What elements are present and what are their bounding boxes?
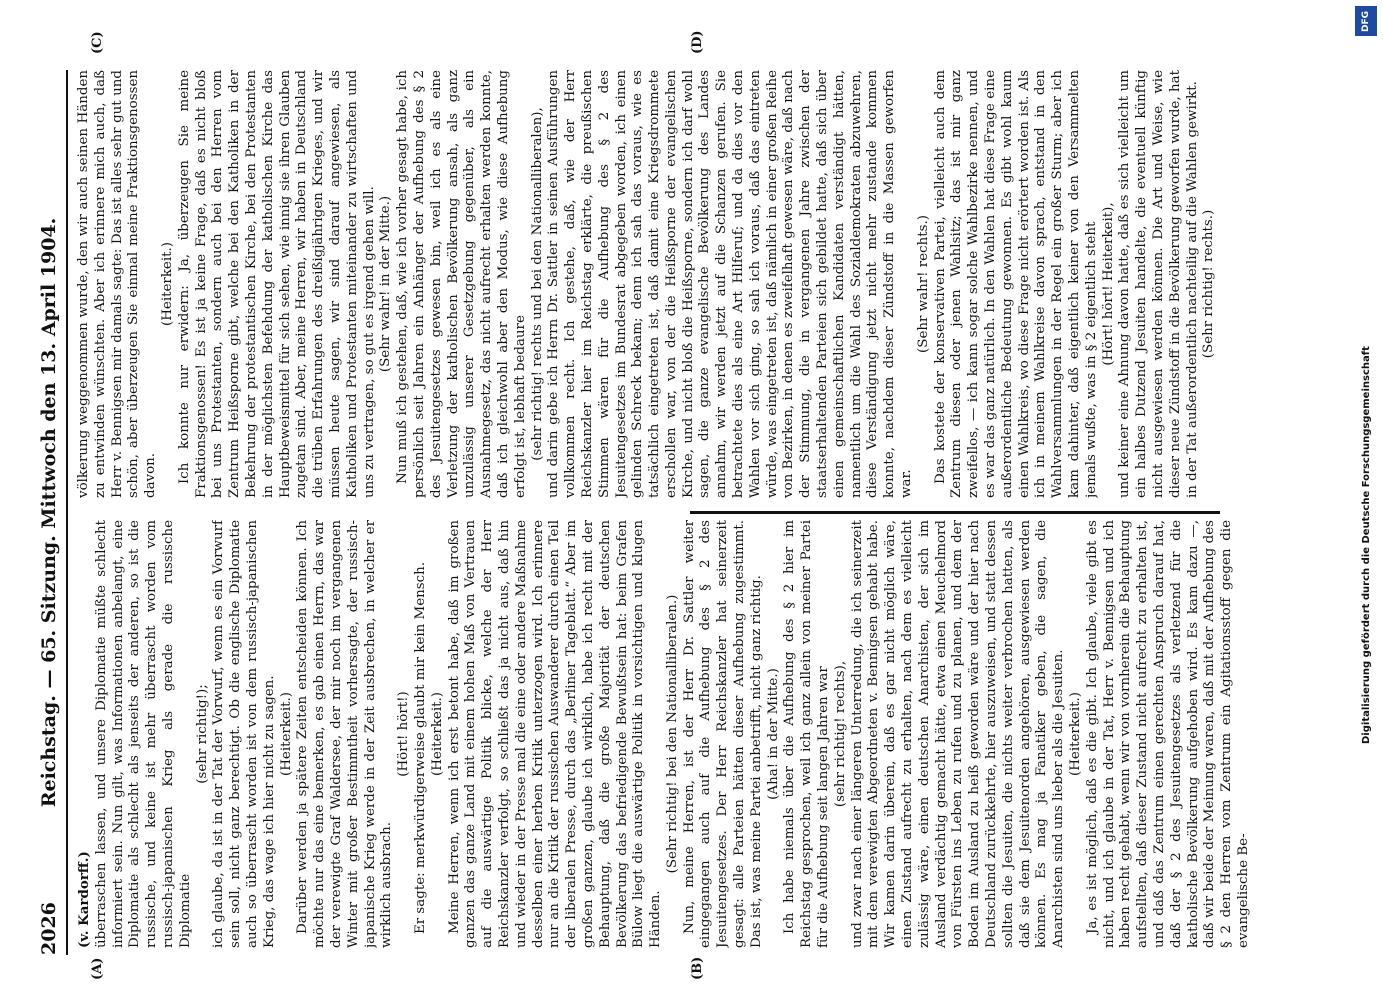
paragraph: Er sagte: merkwürdigerweise glaubt mir kein Mensch.	[412, 561, 428, 934]
interjection: (Sehr richtig! bei den Nationalliberalen.)	[664, 594, 680, 874]
header-rule	[66, 70, 68, 955]
interjection: (Aha! in der Mitte.)	[765, 668, 781, 800]
paragraph: und zwar nach einer längeren Unterredung, die ich seinerzeit mit dem verewigten Abgeordneten v. Bennigsen gehabt habe. Wir kamen darin überein, daß es gar nicht möglich wäre, einen Zustand aufrecht zu erhalten, nach dem es vielleicht zulässig wäre, einen deutschen Anarchisten, der sich im Ausland verdächtig gemacht hätte, etwa einen Meuchelmord von Fürsten ins Leben zu rufen und zu planen, und dem der Boden im Ausland zu heiß geworden wäre und der hier nach Deutschland zurückkehrte, hier auszuweisen, und statt dessen sollten die Jesuiten, die nichts weiter verbrochen hatten, als daß sie dem Jesuitenorden angehören, ausgewiesen werden können. Es mag ja Fanatiker geben, die sagen, die Anarchisten sind uns lieber als die Jesuiten.	[849, 520, 1067, 948]
interjection: (Sehr wahr! in der Mitte.)	[378, 195, 394, 373]
interjection: (Hört! hört!)	[396, 691, 412, 777]
page-header	[38, 70, 68, 955]
funding-note: Digitalisierung gefördert durch die Deutsche Forschungsgemeinschaft	[1361, 346, 1372, 744]
paragraph: Nun muß ich gestehen, daß, wie ich vorher gesagt habe, ich persönlich seit Jahren ein Anhänger der Aufhebung des § 2 des Jesuitengesetzes gewesen bin, weil ich es als eine Verletzung der katholischen Bevölkerung ansah, als ganz unzulässig unserer Gesetzgebung gegenüber, als ein Ausnahmegesetz, das nicht aufrecht erhalten werden konnte, daß ich gleichwohl aber den Modus, wie diese Aufhebung erfolgt ist, lebhaft bedaure	[395, 70, 528, 498]
paragraph: und keiner eine Ahnung davon hatte, daß es sich vielleicht um ein halbes Dutzend Jesuiten handelte, die eventuell künftig nicht ausgewiesen werden können. Die Art und Weise, wie dieser neue Zündstoff in die Bevölkerung geworfen wurde, hat in der Tat außerordentlich nachteilig auf die Wahlen gewirkt.	[1117, 70, 1200, 498]
interjection: (Heiterkeit.)	[1068, 692, 1084, 776]
interjection: (Heiterkeit.)	[278, 692, 294, 776]
paragraph: Ich konnte nur erwidern: Ja, überzeugen Sie meine Fraktionsgenossen! Es ist ja keine Frage, daß es nicht bloß bei uns Protestanten, sondern auch bei den Herren vom Zentrum Heißsporne gibt, welche bei den Katholiken in der Bekehrung der protestantischen Kirche, bei den Protestanten in der möglichsten Befehdung der katholischen Kirche das Hauptbeweismittel für sich sehen, wie innig sie ihren Glauben zugetan sind. Aber, meine Herren, wir haben in Deutschland die trüben Erfahrungen des dreißigjährigen Krieges, und wir müssen heute sagen, wir sind darauf angewiesen, als Katholiken und Protestanten miteinander zu wirtschaften und uns zu vertragen, so gut es irgend gehen will.	[176, 70, 377, 498]
page-title: Reichstag. — 65. Sitzung. Mittwoch den 13. April 1904.	[38, 217, 60, 808]
side-strip	[1355, 0, 1381, 1000]
paragraph: Nun, meine Herren, ist der Herr Dr. Sattler weiter eingegangen auch auf die Aufhebung des § 2 des Jesuitengesetzes. Der Herr Reichskanzler hat seinerzeit gesagt: alle Parteien hätten dieser Aufhebung zugestimmt. Das ist, was meine Partei anbetrifft, nicht ganz richtig.	[681, 520, 764, 948]
paragraph: Meine Herren, wenn ich erst betont habe, daß im großen ganzen das ganze Land mit einem hohen Maß von Vertrauen auf die auswärtige Politik blicke, welche der Herr Reichskanzler verfolgt, so schließt das ja nicht aus, daß hin und wieder in der Presse mal die eine oder andere Maßnahme desselben einer herben Kritik unterzogen wird. Ich erinnere nur an die Kritik der russischen Auswanderer durch einen Teil der liberalen Presse, durch das „Berliner Tageblatt.“ Aber im großen ganzen, glaube ich wirklich, habe ich recht mit der Behauptung, daß die große Majorität der deutschen Bevölkerung das befriedigende Bewußtsein hat: beim Grafen Bülow liegt die auswärtige Politik in vorsichtigen und klugen Händen.	[446, 520, 664, 948]
interjection: (sehr richtig! rechts),	[832, 660, 848, 808]
margin-mark-d: (D)	[690, 30, 705, 54]
interjection: (sehr richtig!);	[194, 684, 210, 784]
interjection: (Sehr wahr! rechts.)	[915, 215, 931, 353]
margin-mark-a: (A)	[90, 957, 105, 980]
paragraph: und darin gebe ich Herrn Dr. Sattler in seinen Ausführungen vollkommen recht. Ich gestehe, daß, wie der Herr Reichskanzler hier im Reichstag erklärte, die preußischen Stimmen wären für die Aufhebung des § 2 des Jesuitengesetzes im Bundesrat abgegeben worden, ich einen gelinden Schreck bekam; denn ich sah das voraus, wie es tatsächlich eingetreten ist, daß damit eine Kriegsdrommete erschollen war, von der die Heißsporne der evangelischen Kirche, und nicht bloß die Heißsporne, sondern ich darf wohl sagen, die ganze evangelische Bevölkerung des Landes annahm, wir werden jetzt auf die Schanzen gerufen. Sie betrachtete dies als eine Art Hilferuf; und da dies vor den Wahlen vor sich ging, so sah ich voraus, daß das eintreten würde, was eingetreten ist, daß nämlich in einer großen Reihe von Bezirken, in denen es zweifelhaft gewesen wäre, daß nach der Stimmung, die in vergangenen Jahre zwischen der staatserhaltenden Parteien sich gebildet hatte, daß sich über einen gemeinschaftlichen Kandidaten verständigt hätten, namentlich um die Wahl des Sozialdemokraten abzuwehren, diese Verständigung jetzt nicht mehr zustande kommen konnte, nachdem dieser Zündstoff in die Massen geworfen war.	[546, 70, 915, 498]
page-number: 2026	[38, 902, 60, 955]
paragraph: Das kostete der konservativen Partei, vielleicht auch dem Zentrum diesen oder jenen Wahlsitz; das ist mir ganz zweifellos, — ich kann sogar solche Wahlbezirke nennen, und es war das ganz natürlich. In den Wahlen hat diese Frage eine außerordentliche Bedeutung gewonnen. Es gibt wohl kaum einen Wahlkreis, wo diese Frage nicht erörtert worden ist. Als ich in meinem Wahlkreise davon sprach, entstand in den Wahlversammlungen in der Regel ein großer Sturm; aber ich kam dahinter, daß eigentlich keiner von den Versammelten jemals wußte, was in § 2 eigentlich steht	[932, 70, 1099, 498]
interjection: (Sehr richtig! rechts.)	[1201, 209, 1217, 359]
interjection: (Hört! hört! Heiterkeit),	[1100, 202, 1116, 366]
interjection: (Heiterkeit.)	[429, 692, 445, 776]
paragraph: völkerung weggenommen wurde, den wir auch seinen Händen zu entwinden wünschten. Aber ich erinnere mich auch, daß Herr v. Bennigsen mir damals sagte: Das ist alles sehr gut und schön, aber überzeugen Sie einmal meine Fraktionsgenossen davon.	[76, 70, 159, 498]
paragraph: Darüber werden ja spätere Zeiten entscheiden können. Ich möchte nur das eine bemerken, es gab einen Herrn, das war der verewigte Graf Waldersee, der mir noch im vergangenen Winter mit großer Bestimmtheit vorhersagte, der russisch-japanische Krieg werde in der Zeit ausbrechen, in welcher er wirklich ausbrach.	[295, 520, 395, 948]
margin-mark-b: (B)	[690, 956, 705, 980]
interjection: (Heiterkeit.)	[159, 242, 175, 326]
column-divider	[690, 511, 1220, 514]
margin-mark-c: (C)	[90, 31, 105, 54]
interjection: (sehr richtig! rechts und bei den Nationalliberalen),	[529, 107, 545, 461]
paragraph: ich glaube, da ist in der Tat der Vorwurf, wenn es ein Vorwurf sein soll, nicht ganz berechtigt. Ob die englische Diplomatie auch so überrascht worden ist von dem russisch-japanischen Krieg, das wage ich hier nicht zu sagen.	[211, 520, 277, 948]
paragraph: überraschen lassen, und unsere Diplomatie müßte schlecht informiert sein. Nun gilt, was Informationen anbelangt, eine Diplomatie als schlecht als jenseits der anderen, so ist die russische, und keine ist mehr überrascht worden vom russisch-japanischen Krieg als gerade die russische Diplomatie	[93, 520, 193, 948]
right-column	[76, 70, 1316, 498]
paragraph: Ja, es ist möglich, daß es die gibt. Ich glaube, viele gibt es nicht, und ich glaube in der Tat, Herr v. Bennigsen und ich haben recht gehabt, wenn wir von vornherein die Behauptung aufstellten, daß dieser Zustand nicht aufrecht zu erhalten ist, und daß das Zentrum einen gerechten Anspruch darauf hat, daß der § 2 des Jesuitengesetzes als verletzend für die katholische Bevölkerung aufgehoben wird. Es kam dazu —, daß wir beide der Meinung waren, daß mit der Aufhebung des § 2 den Herren vom Zentrum ein Agitationsstoff gegen die evangelische Be-	[1084, 520, 1251, 948]
left-column	[76, 520, 1316, 948]
speaker-label: (v. Kardorff.)	[76, 851, 92, 948]
dfg-logo: DFG	[1355, 6, 1377, 36]
paragraph: Ich habe niemals über die Aufhebung des § 2 hier im Reichstag gesprochen, weil ich ganz allein von meiner Partei für die Aufhebung seit langen Jahren war	[782, 520, 832, 948]
